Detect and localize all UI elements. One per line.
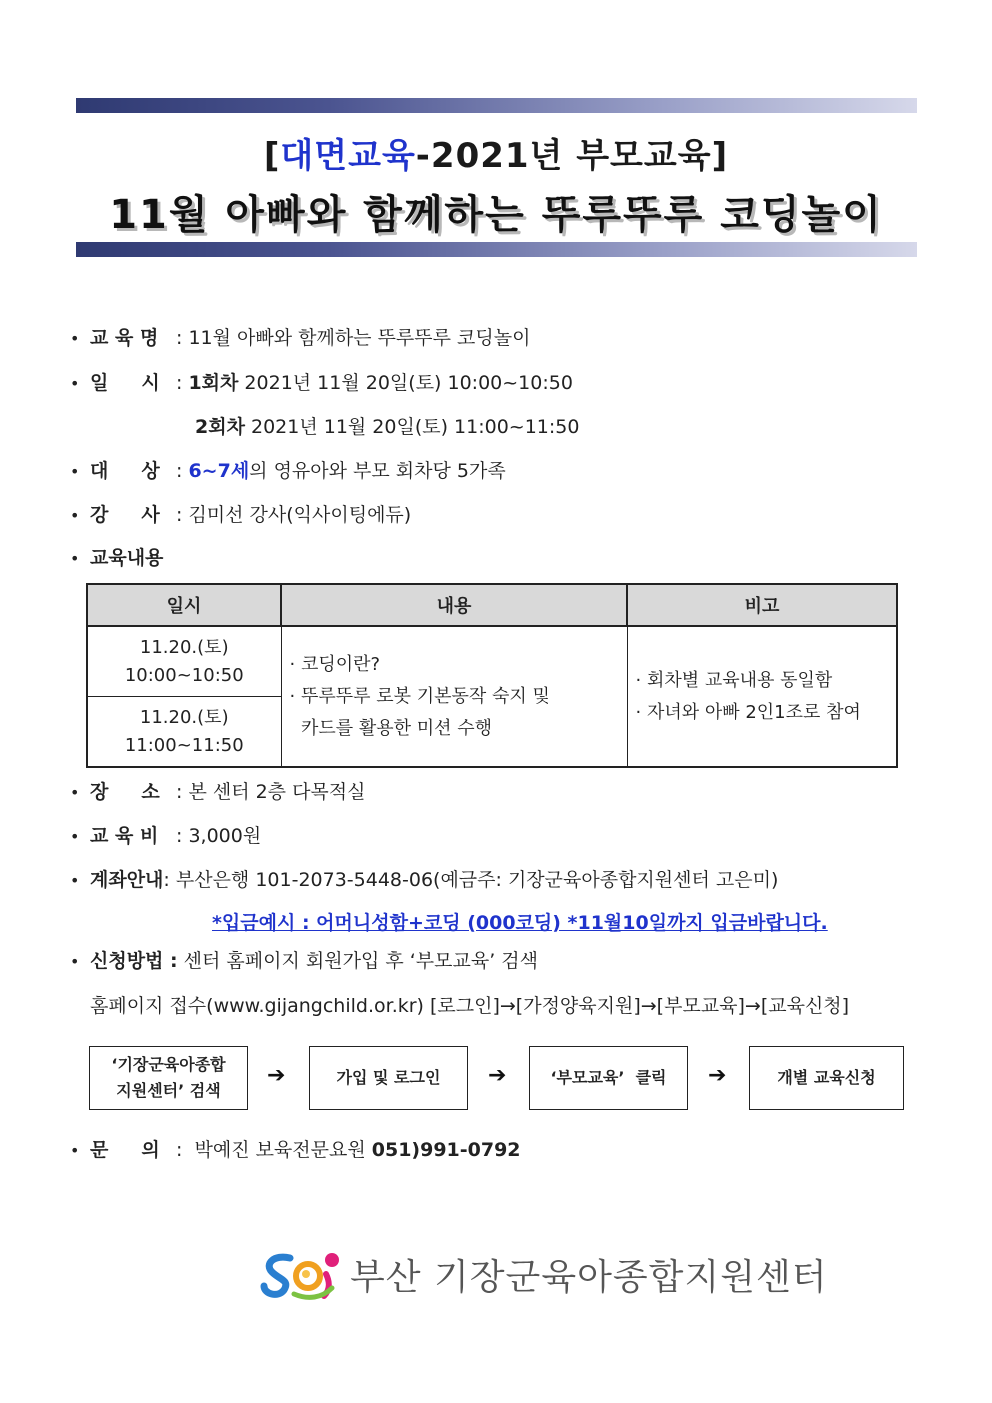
- education-table: [86, 583, 898, 768]
- info-row-content: • 교육내용: [70, 547, 164, 569]
- footer-logo: [260, 1248, 828, 1300]
- step-search: ‘기장군육아종합 지원센터’ 검색: [89, 1046, 248, 1110]
- info-row-apply: • 신청방법 : 센터 홈페이지 회원가입 후 ‘부모교육’ 검색: [70, 950, 538, 972]
- table-cell-content: · 코딩이란? · 뚜루뚜루 로봇 기본동작 숙지 및 카드를 활용한 미션 수행: [281, 626, 627, 767]
- arrow-icon: ➔: [267, 1063, 286, 1088]
- table-cell-datetime: 11.20.(토) 11:00~11:50: [87, 697, 281, 768]
- info-row-place: • 장 소 : 본 센터 2층 다목적실: [70, 781, 366, 803]
- header-bottom-bar: [76, 242, 917, 257]
- title-highlight: 대면교육: [280, 136, 416, 176]
- page-subtitle: 11월 아빠와 함께하는 뚜루뚜루 코딩놀이: [109, 192, 883, 238]
- deposit-example: *입금예시 : 어머니성함+코딩 (000코딩) *11월10일까지 입금바랍니다.: [212, 912, 828, 934]
- table-row: [87, 626, 897, 697]
- org-name: 부산 기장군육아종합지원센터: [350, 1256, 828, 1298]
- info-row-target: • 대 상 : 6~7세의 영유아와 부모 회차당 5가족: [70, 460, 506, 482]
- table-header-datetime: 일시: [87, 584, 281, 626]
- apply-path: 홈페이지 접수(www.gijangchild.or.kr) [로그인]→[가정양육지원]→[부모교육]→[교육신청]: [90, 995, 850, 1017]
- info-row-instructor: • 강 사 : 김미선 강사(익사이팅에듀): [70, 504, 412, 526]
- info-row-inquiry: • 문 의 : 박예진 보육전문요원 051)991-0792: [70, 1139, 521, 1161]
- step-apply: 개별 교육신청: [749, 1046, 904, 1110]
- table-cell-datetime: 11.20.(토) 10:00~10:50: [87, 626, 281, 697]
- org-logo-icon: [260, 1248, 342, 1300]
- info-row-schedule: • 일 시 : 1회차 2021년 11월 20일(토) 10:00~10:50: [70, 372, 573, 394]
- info-row-session2: 2회차 2021년 11월 20일(토) 11:00~11:50: [195, 416, 580, 438]
- info-row-fee: • 교 육 비 : 3,000원: [70, 825, 262, 847]
- table-cell-remark: · 회차별 교육내용 동일함 · 자녀와 아빠 2인1조로 참여: [627, 626, 897, 767]
- table-header-content: 내용: [281, 584, 627, 626]
- step-click-parent-edu: ‘부모교육’ 클릭: [529, 1046, 688, 1110]
- arrow-icon: ➔: [488, 1063, 507, 1088]
- page-title: [대면교육-2021년 부모교육]: [263, 136, 729, 176]
- info-row-name: • 교 육 명 : 11월 아빠와 함께하는 뚜루뚜루 코딩놀이: [70, 327, 531, 349]
- table-header-remark: 비고: [627, 584, 897, 626]
- header-top-bar: [76, 98, 917, 113]
- info-row-account: • 계좌안내: 부산은행 101-2073-5448-06(예금주: 기장군육아종합지원센터 고은미): [70, 869, 779, 891]
- step-signup-login: 가입 및 로그인: [309, 1046, 468, 1110]
- arrow-icon: ➔: [708, 1063, 727, 1088]
